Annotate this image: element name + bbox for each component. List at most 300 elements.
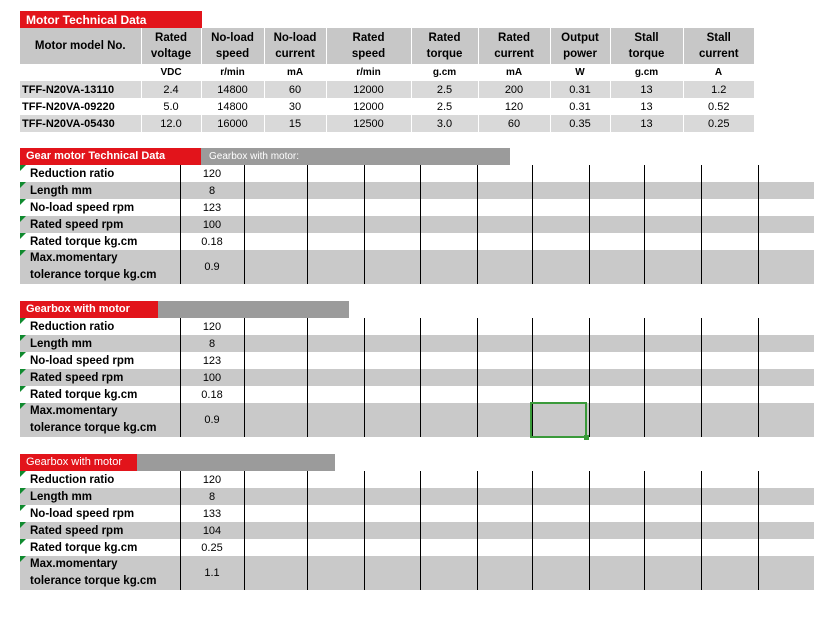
spec-row [20,81,754,98]
empty-cell[interactable] [477,403,532,437]
gear-label: No-load speed rpm [20,199,180,216]
gear-value-cell[interactable]: 104 [180,522,244,539]
empty-cell[interactable] [532,165,589,182]
gear-row [20,403,814,437]
gear-row [20,165,814,182]
empty-cell[interactable] [532,199,589,216]
empty-cell[interactable] [477,539,532,556]
gear-row [20,539,814,556]
empty-cell[interactable] [701,556,758,590]
gear-section-1-subtitle: Gearbox with motor: [201,148,510,165]
empty-cell[interactable] [307,522,364,539]
empty-cell[interactable] [644,233,701,250]
empty-cell[interactable] [307,471,364,488]
empty-cell[interactable] [589,386,644,403]
spec-cell[interactable]: 60 [478,115,550,132]
empty-cell[interactable] [644,352,701,369]
spec-cell[interactable]: 30 [264,98,326,115]
empty-cell[interactable] [244,165,307,182]
empty-cell[interactable] [532,522,589,539]
gear-label: Rated speed rpm [20,216,180,233]
unit-cell: g.cm [411,64,478,81]
empty-cell[interactable] [758,471,814,488]
empty-cell[interactable] [532,318,589,335]
empty-cell[interactable] [701,335,758,352]
empty-cell[interactable] [477,522,532,539]
empty-cell[interactable] [532,335,589,352]
spec-cell[interactable]: 0.31 [550,98,610,115]
empty-cell[interactable] [758,488,814,505]
spec-cell[interactable]: 14800 [201,98,264,115]
empty-cell[interactable] [589,403,644,437]
empty-cell[interactable] [644,539,701,556]
empty-cell[interactable] [364,250,420,284]
empty-cell[interactable] [589,505,644,522]
empty-cell[interactable] [420,522,477,539]
empty-cell[interactable] [244,369,307,386]
empty-cell[interactable] [307,233,364,250]
spec-cell[interactable]: 16000 [201,115,264,132]
gear-value-cell[interactable]: 8 [180,182,244,199]
empty-cell[interactable] [532,556,589,590]
gear-row [20,352,814,369]
empty-cell[interactable] [758,199,814,216]
empty-cell[interactable] [420,199,477,216]
gear-row [20,318,814,335]
header-rated-current: Rated current [478,28,550,64]
empty-cell[interactable] [644,488,701,505]
empty-cell[interactable] [644,369,701,386]
empty-cell[interactable] [307,182,364,199]
empty-cell[interactable] [701,182,758,199]
empty-cell[interactable] [244,522,307,539]
empty-cell[interactable] [589,233,644,250]
empty-cell[interactable] [589,318,644,335]
spec-cell[interactable]: 120 [478,98,550,115]
header-model: Motor model No. [20,28,141,64]
empty-cell[interactable] [364,369,420,386]
empty-cell[interactable] [644,182,701,199]
empty-cell[interactable] [701,165,758,182]
spec-cell[interactable]: 12500 [326,115,411,132]
empty-cell[interactable] [364,539,420,556]
gear-value-cell[interactable]: 0.18 [180,233,244,250]
empty-cell[interactable] [244,505,307,522]
empty-cell[interactable] [420,488,477,505]
empty-cell[interactable] [244,488,307,505]
empty-cell[interactable] [532,369,589,386]
empty-cell[interactable] [244,233,307,250]
spec-units-row [20,64,754,81]
empty-cell[interactable] [758,335,814,352]
empty-cell[interactable] [244,352,307,369]
empty-cell[interactable] [364,505,420,522]
empty-cell[interactable] [532,182,589,199]
spec-cell[interactable]: 60 [264,81,326,98]
empty-cell[interactable] [420,182,477,199]
gear-value-cell[interactable]: 120 [180,165,244,182]
empty-cell[interactable] [364,488,420,505]
empty-cell[interactable] [244,471,307,488]
empty-cell[interactable] [532,386,589,403]
empty-cell[interactable] [307,352,364,369]
header-noload-current: No-load current [264,28,326,64]
empty-cell[interactable] [364,403,420,437]
empty-cell[interactable] [364,335,420,352]
gear-section-2-title: Gearbox with motor [20,301,158,318]
gear-row [20,182,814,199]
empty-cell[interactable] [589,369,644,386]
spec-cell-model[interactable]: TFF-N20VA-13110 [20,81,141,98]
gear-label: Reduction ratio [20,165,180,182]
empty-cell[interactable] [758,165,814,182]
empty-cell[interactable] [364,556,420,590]
gear-value-cell[interactable]: 0.9 [180,403,244,437]
gear-row [20,556,814,590]
gear-label: Length mm [20,335,180,352]
empty-cell[interactable] [477,199,532,216]
unit-cell: g.cm [610,64,683,81]
gear-value-cell[interactable]: 100 [180,369,244,386]
spec-cell[interactable]: 12000 [326,98,411,115]
empty-cell[interactable] [477,386,532,403]
empty-cell[interactable] [701,199,758,216]
spec-cell[interactable]: 0.25 [683,115,754,132]
gear-label: Length mm [20,182,180,199]
empty-cell[interactable] [589,250,644,284]
empty-cell[interactable] [589,471,644,488]
gear-value-cell[interactable]: 0.18 [180,386,244,403]
empty-cell[interactable] [701,522,758,539]
empty-cell[interactable] [644,165,701,182]
gear-value-cell[interactable]: 133 [180,505,244,522]
empty-cell[interactable] [307,335,364,352]
empty-cell[interactable] [477,505,532,522]
empty-cell[interactable] [758,522,814,539]
empty-cell[interactable] [307,403,364,437]
empty-cell[interactable] [420,505,477,522]
empty-cell[interactable] [420,250,477,284]
spec-cell[interactable]: 3.0 [411,115,478,132]
empty-cell[interactable] [701,352,758,369]
spec-cell-model[interactable]: TFF-N20VA-09220 [20,98,141,115]
gear-label: Reduction ratio [20,471,180,488]
empty-cell[interactable] [701,539,758,556]
empty-cell[interactable] [532,539,589,556]
gear-table-2 [20,318,814,437]
unit-cell: mA [478,64,550,81]
header-rated-speed: Rated speed [326,28,411,64]
empty-cell[interactable] [364,216,420,233]
header-rated-voltage: Rated voltage [141,28,201,64]
gear-table-1 [20,165,814,284]
gear-row [20,386,814,403]
gear-label: Reduction ratio [20,318,180,335]
empty-cell[interactable] [532,233,589,250]
empty-cell[interactable] [307,488,364,505]
header-noload-speed: No-load speed [201,28,264,64]
empty-cell[interactable] [758,403,814,437]
empty-cell[interactable] [477,352,532,369]
empty-cell[interactable] [420,216,477,233]
gear-label: Rated torque kg.cm [20,386,180,403]
spec-cell[interactable]: 2.5 [411,98,478,115]
empty-cell[interactable] [364,318,420,335]
gear-value-cell[interactable]: 1.1 [180,556,244,590]
empty-cell[interactable] [364,199,420,216]
spec-cell[interactable]: 200 [478,81,550,98]
empty-cell[interactable] [420,335,477,352]
empty-cell[interactable] [589,522,644,539]
empty-cell[interactable] [758,539,814,556]
spec-cell[interactable]: 1.2 [683,81,754,98]
empty-cell[interactable] [307,216,364,233]
empty-cell[interactable] [532,505,589,522]
empty-cell[interactable] [244,556,307,590]
empty-cell[interactable] [701,386,758,403]
spec-header-row [20,28,754,64]
empty-cell[interactable] [589,199,644,216]
spec-row [20,115,754,132]
unit-cell: W [550,64,610,81]
spec-cell[interactable]: 0.52 [683,98,754,115]
gear-row [20,471,814,488]
empty-cell[interactable] [532,352,589,369]
empty-cell[interactable] [244,403,307,437]
spec-row [20,98,754,115]
gear-label: Max.momentary tolerance torque kg.cm [20,403,180,437]
empty-cell[interactable] [477,369,532,386]
gear-row [20,199,814,216]
header-stall-torque: Stall torque [610,28,683,64]
empty-cell[interactable] [244,199,307,216]
unit-cell: A [683,64,754,81]
empty-cell[interactable] [644,250,701,284]
empty-cell[interactable] [420,403,477,437]
empty-cell[interactable] [758,318,814,335]
gear-row [20,505,814,522]
empty-cell[interactable] [701,250,758,284]
gear-section-2-bar [158,301,349,318]
spec-cell[interactable]: 13 [610,115,683,132]
empty-cell[interactable] [420,386,477,403]
empty-cell[interactable] [644,216,701,233]
empty-cell[interactable] [644,318,701,335]
empty-cell[interactable] [644,403,701,437]
unit-cell: r/min [201,64,264,81]
gear-label: Length mm [20,488,180,505]
gear-value-cell[interactable]: 8 [180,488,244,505]
empty-cell[interactable] [420,318,477,335]
empty-cell[interactable] [477,318,532,335]
spec-cell[interactable]: 0.35 [550,115,610,132]
empty-cell[interactable] [244,318,307,335]
empty-cell[interactable] [589,488,644,505]
empty-cell[interactable] [477,335,532,352]
empty-cell[interactable] [420,369,477,386]
gear-label: No-load speed rpm [20,352,180,369]
spec-cell[interactable]: 2.4 [141,81,201,98]
spec-cell[interactable]: 12.0 [141,115,201,132]
empty-cell[interactable] [758,250,814,284]
gear-row [20,369,814,386]
empty-cell[interactable] [701,488,758,505]
empty-cell[interactable] [477,250,532,284]
empty-cell[interactable] [477,556,532,590]
gear-value-cell[interactable]: 8 [180,335,244,352]
motor-section-title: Motor Technical Data [20,11,202,29]
gear-row [20,216,814,233]
empty-cell[interactable] [307,199,364,216]
gear-row [20,488,814,505]
empty-cell[interactable] [701,216,758,233]
empty-cell[interactable] [644,505,701,522]
gear-label: Rated torque kg.cm [20,233,180,250]
empty-cell[interactable] [758,233,814,250]
gear-section-3-bar [137,454,335,471]
spec-cell[interactable]: 2.5 [411,81,478,98]
empty-cell[interactable] [364,352,420,369]
header-output-power: Output power [550,28,610,64]
empty-cell[interactable] [532,488,589,505]
empty-cell[interactable] [701,318,758,335]
empty-cell[interactable] [307,165,364,182]
selected-cell-cursor[interactable] [530,402,587,438]
unit-cell: mA [264,64,326,81]
empty-cell[interactable] [477,471,532,488]
spec-cell[interactable]: 5.0 [141,98,201,115]
gear-label: Rated speed rpm [20,369,180,386]
empty-cell[interactable] [477,165,532,182]
empty-cell[interactable] [589,352,644,369]
empty-cell[interactable] [420,165,477,182]
spec-cell-model[interactable]: TFF-N20VA-05430 [20,115,141,132]
gear-value-cell[interactable]: 120 [180,318,244,335]
gear-value-cell[interactable]: 123 [180,199,244,216]
empty-cell[interactable] [477,233,532,250]
empty-cell[interactable] [644,386,701,403]
gear-value-cell[interactable]: 120 [180,471,244,488]
empty-cell[interactable] [364,165,420,182]
empty-cell[interactable] [477,182,532,199]
gear-value-cell[interactable]: 0.9 [180,250,244,284]
empty-cell[interactable] [307,318,364,335]
spec-cell[interactable]: 0.31 [550,81,610,98]
empty-cell[interactable] [589,182,644,199]
gear-section-3-title: Gearbox with motor [20,454,137,471]
gear-row [20,522,814,539]
empty-cell[interactable] [701,233,758,250]
empty-cell[interactable] [364,182,420,199]
empty-cell[interactable] [758,386,814,403]
gear-label: No-load speed rpm [20,505,180,522]
motor-spec-table [20,28,754,132]
gear-row [20,335,814,352]
spec-cell[interactable]: 13 [610,98,683,115]
gear-row [20,233,814,250]
empty-cell[interactable] [589,216,644,233]
empty-cell[interactable] [589,556,644,590]
empty-cell[interactable] [701,369,758,386]
empty-cell[interactable] [477,216,532,233]
empty-cell[interactable] [420,471,477,488]
gear-label: Rated torque kg.cm [20,539,180,556]
header-rated-torque: Rated torque [411,28,478,64]
empty-cell[interactable] [420,233,477,250]
gear-row [20,250,814,284]
empty-cell[interactable] [644,471,701,488]
empty-cell[interactable] [644,522,701,539]
gear-label: Max.momentary tolerance torque kg.cm [20,556,180,590]
empty-cell[interactable] [364,233,420,250]
empty-cell[interactable] [758,505,814,522]
empty-cell[interactable] [307,369,364,386]
empty-cell[interactable] [589,165,644,182]
empty-cell[interactable] [307,250,364,284]
empty-cell[interactable] [364,386,420,403]
empty-cell[interactable] [644,556,701,590]
empty-cell[interactable] [307,505,364,522]
empty-cell[interactable] [244,335,307,352]
unit-cell: r/min [326,64,411,81]
unit-cell [20,64,141,81]
gear-table-3 [20,471,814,590]
empty-cell[interactable] [244,216,307,233]
empty-cell[interactable] [420,539,477,556]
gear-section-1-title: Gear motor Technical Data [20,148,201,165]
gear-value-cell[interactable]: 123 [180,352,244,369]
empty-cell[interactable] [589,539,644,556]
empty-cell[interactable] [758,216,814,233]
empty-cell[interactable] [244,250,307,284]
empty-cell[interactable] [644,335,701,352]
empty-cell[interactable] [758,556,814,590]
empty-cell[interactable] [758,369,814,386]
spec-cell[interactable]: 15 [264,115,326,132]
empty-cell[interactable] [244,539,307,556]
empty-cell[interactable] [701,505,758,522]
gear-label: Max.momentary tolerance torque kg.cm [20,250,180,284]
empty-cell[interactable] [364,522,420,539]
empty-cell[interactable] [701,403,758,437]
empty-cell[interactable] [701,471,758,488]
empty-cell[interactable] [758,352,814,369]
empty-cell[interactable] [532,471,589,488]
spec-cell[interactable]: 14800 [201,81,264,98]
empty-cell[interactable] [420,352,477,369]
empty-cell[interactable] [364,471,420,488]
gear-label: Rated speed rpm [20,522,180,539]
empty-cell[interactable] [532,250,589,284]
empty-cell[interactable] [307,539,364,556]
empty-cell[interactable] [532,216,589,233]
empty-cell[interactable] [589,335,644,352]
empty-cell[interactable] [307,556,364,590]
empty-cell[interactable] [477,488,532,505]
header-stall-current: Stall current [683,28,754,64]
spec-cell[interactable]: 12000 [326,81,411,98]
empty-cell[interactable] [244,386,307,403]
spec-cell[interactable]: 13 [610,81,683,98]
empty-cell[interactable] [307,386,364,403]
empty-cell[interactable] [244,182,307,199]
empty-cell[interactable] [758,182,814,199]
gear-value-cell[interactable]: 0.25 [180,539,244,556]
gear-value-cell[interactable]: 100 [180,216,244,233]
unit-cell: VDC [141,64,201,81]
empty-cell[interactable] [644,199,701,216]
empty-cell[interactable] [420,556,477,590]
